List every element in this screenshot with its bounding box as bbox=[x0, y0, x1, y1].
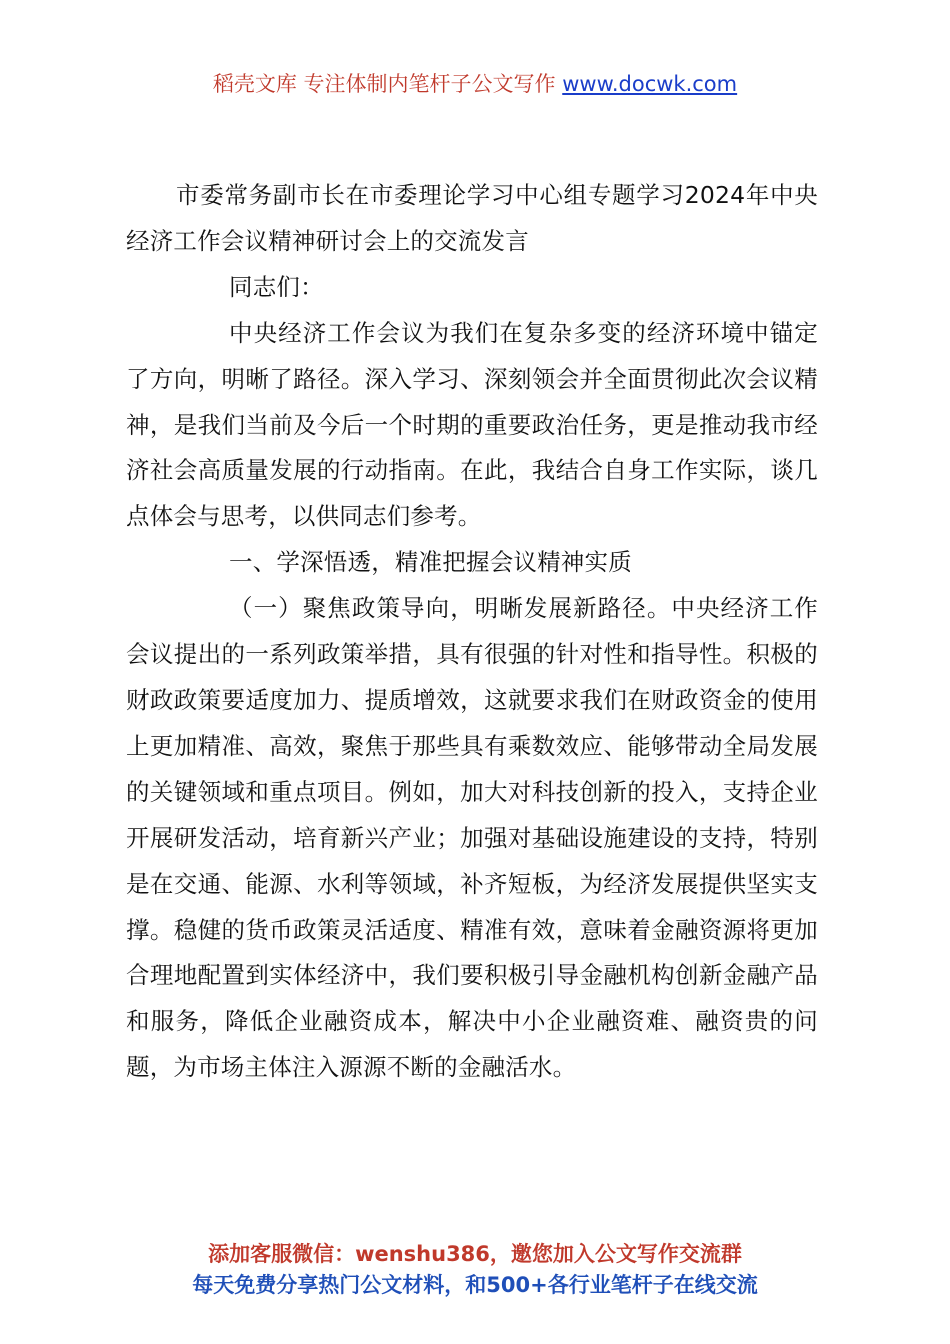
paragraph-subsection-1: （一）聚焦政策导向，明晰发展新路径。中央经济工作会议提出的一系列政策举措，具有很强的针对性和指导性。积极的财政政策要适度加力、提质增效，这就要求我们在财政资金的使用上更加精准、高效，聚焦于那些具有乘数效应、能够带动全局发展的关键领域和重点项目。例如，加大对科技创新的投入，支持企业开展研发活动，培育新兴产业；加强对基础设施建设的支持，特别是在交通、能源、水利等领域，补齐短板，为经济发展提供坚实支撑。稳健的货币政策灵活适度、精准有效，意味着金融资源将更加合理地配置到实体经济中，我们要积极引导金融机构创新金融产品和服务，降低企业融资成本，解决中小企业融资难、融资贵的问题，为市场主体注入源源不断的金融活水。 bbox=[126, 594, 818, 1082]
header-brand: 稻壳文库 专注体制内笔杆子公文写作 bbox=[212, 72, 556, 96]
salutation: 同志们： bbox=[229, 272, 324, 301]
footer-wechat-line: 添加客服微信：wenshu386，邀您加入公文写作交流群 bbox=[208, 1242, 742, 1266]
footer-share-line: 每天免费分享热门公文材料，和500+各行业笔杆子在线交流 bbox=[192, 1273, 758, 1297]
section-heading-1: 一、学深悟透，精准把握会议精神实质 bbox=[229, 548, 632, 577]
header-website-link[interactable]: www.docwk.com bbox=[562, 72, 738, 96]
document-title: 市委常务副市长在市委理论学习中心组专题学习2024年中央经济工作会议精神研讨会上的交流发言 bbox=[126, 181, 818, 255]
paragraph-intro: 中央经济工作会议为我们在复杂多变的经济环境中锚定了方向，明晰了路径。深入学习、深刻领会并全面贯彻此次会议精神，是我们当前及今后一个时期的重要政治任务，更是推动我市经济社会高质量发展的行动指南。在此，我结合自身工作实际，谈几点体会与思考，以供同志们参考。 bbox=[126, 318, 818, 531]
page-header bbox=[0, 68, 950, 100]
document-body bbox=[126, 173, 818, 1091]
page-footer bbox=[0, 1239, 950, 1301]
